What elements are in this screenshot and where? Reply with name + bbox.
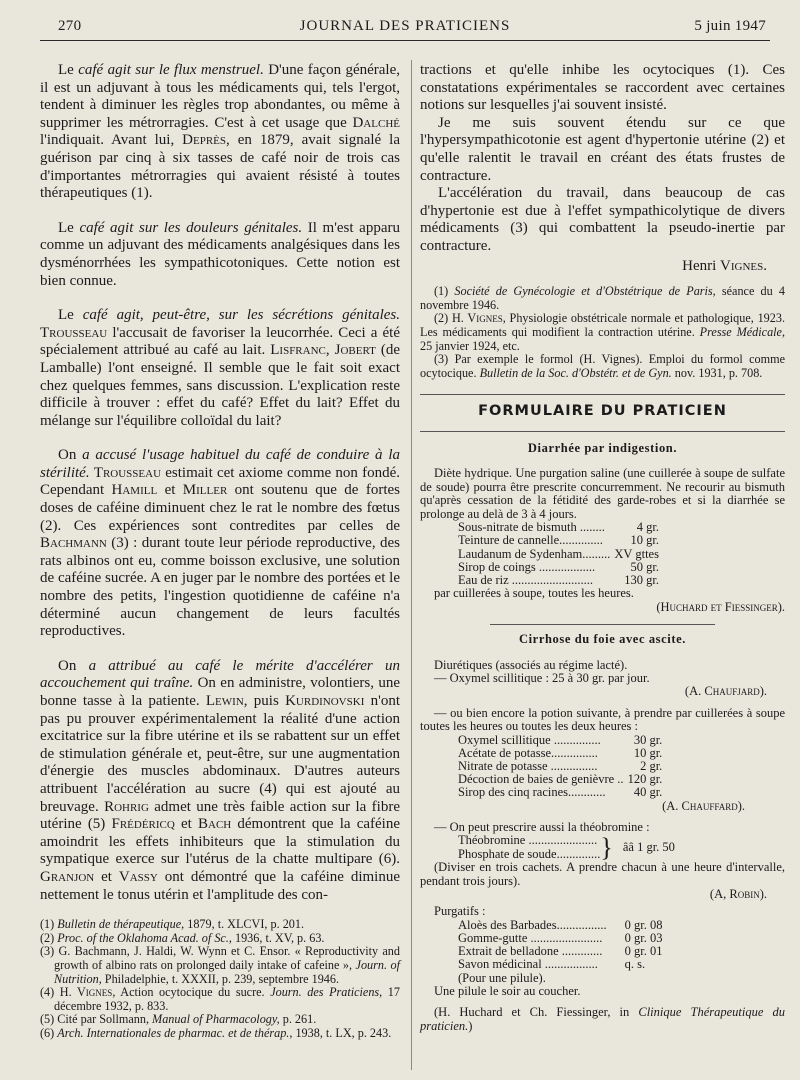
recipe-intro: Diète hydrique. Une purgation saline (une cuillerée à soupe de sulfate de soude) pourra être prescrite concurremment. Ne recourir au bismuth qu'après cessation de la fétidité des garde-robes et si la diarrhée se prolonge au delà de 3 à 4 jours. (420, 466, 785, 521)
recipe-text: — ou bien encore la potion suivante, à prendre par cuillerées à soupe toutes les heures ou toutes les deux heures : (420, 705, 785, 734)
brace-glyph: } (600, 832, 613, 862)
recipe-text: (Diviser en trois cachets. A prendre chacun à une heure d'intervalle, pendant trois jours). (420, 860, 785, 888)
ingredient-row: Sirop de coings .................. 50 gr. (458, 559, 659, 574)
ingredient-row: Extrait de belladone ............. 0 gr. 01 (458, 944, 663, 959)
ingredient-row: Gomme-gutte ....................... 0 gr. 03 (458, 931, 663, 946)
column-divider (411, 60, 412, 1070)
left-column (40, 62, 400, 1040)
recipe-source: (A, Robin). (709, 887, 767, 901)
formulaire-title: FORMULAIRE DU PRATICIEN (478, 403, 727, 420)
ingredient-row: Savon médicinal ................. q. s. (458, 957, 646, 972)
recipe-text: Purgatifs : (434, 904, 486, 919)
section-rule (420, 431, 785, 432)
footnote: (4) H. Vignes, Action ocytocique du sucre. Journ. des Praticiens, 17 décembre 1932, p. 833. (40, 985, 400, 1013)
ingredient-list (420, 919, 662, 972)
left-footnotes (40, 918, 400, 1040)
ingredient-row: Décoction de baies de genièvre .. 120 gr. (458, 772, 663, 787)
ingredient-row: Teinture de cannelle.............. 10 gr. (458, 533, 659, 548)
footnote: (6) Arch. Internationales de pharmac. et de thérap., 1938, t. LX, p. 243. (40, 1025, 392, 1040)
section-rule (420, 394, 785, 395)
recipe-text: — On peut prescrire aussi la théobromine : (434, 819, 650, 834)
ingredient-row: Oxymel scillitique ............... 30 gr. (458, 732, 663, 747)
recipe-diarrhee (420, 467, 785, 613)
paragraph-sterility: On a accusé l'usage habituel du café de conduire à la stérilité. Trousseau estimait cet axiome comme non fondé. Cependant Hamill et Miller ont soutenu que de fortes doses de caféine diminuent chez le rat le nombre des fœtus (2). Ces expériences sont contredites par celles de Bachmann (3) : durant toute leur période reproductive, des rats albinos ont eu, comme boisson exclusive, une solution de caféine sucrée. A en juger par le nombre des portées et le nombre des petits, l'ingestion quotidienne de caféine n'a déterminé aucun changement de leurs facultés reproductives. (40, 447, 400, 640)
right-footnotes (420, 285, 785, 380)
ingredient-quantity: ââ 1 gr. 50 (622, 840, 675, 855)
paragraph-menstrual: Le café agit sur le flux menstruel. D'une façon générale, il est un adjuvant à tous les médicaments qui, tels l'ergot, tendent à diminuer les règles trop abondantes, ou même à supprimer les métrorragies. C'est à cet usage que Dalché l'indiquait. Avant lui, Deprès, en 1879, avait signalé la guérison par cinq à six tasses de café noir de trois cas d'importantes métrorragies qui avaient résisté à toutes thérapeutiques (1). (40, 62, 401, 202)
ingredient-row: Sirop des cinq racines............ 40 gr. (458, 785, 663, 800)
recipe-title-cirrhose: Cirrhose du foie avec ascite. (518, 631, 686, 646)
ingredient-list (420, 521, 659, 587)
recipe-title-diarrhee: Diarrhée par indigestion. (527, 440, 678, 455)
section-rule (490, 624, 715, 625)
page-number: 270 (58, 18, 82, 34)
ingredient-row: Laudanum de Sydenham......... XV gttes (458, 546, 659, 561)
dosage-note: par cuillerées à soupe, toutes les heures. (434, 586, 634, 601)
ingredient-name: Phosphate de soude.............. (458, 846, 601, 861)
recipe-text: (Pour une pilule). (458, 970, 546, 985)
issue-date: 5 juin 1947 (694, 18, 766, 34)
recipe-source: (A. Chauffard). (662, 798, 745, 813)
ingredient-list (420, 734, 662, 800)
journal-title: JOURNAL DES PRATICIENS (299, 18, 511, 34)
theobromine-group (420, 834, 785, 861)
ingredient-row: Nitrate de potasse ............... 2 gr. (458, 758, 663, 773)
footnote: (3) G. Bachmann, J. Haldi, W. Wynn et C. Ensor. « Reproductivity and growth of albino rats on prolonged daily intake of cafeine », Journ. of Nutrition, Philadelphie, t. XXXII, p. 239, septembre 1946. (40, 944, 400, 986)
footnote: (5) Cité par Sollmann, Manual of Pharmacology, p. 261. (40, 1012, 317, 1027)
final-source: (H. Huchard et Ch. Fiessinger, in Clinique Thérapeutique du praticien.) (420, 1005, 785, 1033)
recipe-source: (A. Chaufjard). (684, 684, 767, 699)
paragraph-secretions: Le café agit, peut-être, sur les sécrétions génitales. Trousseau l'accusait de favoriser la leucorrhée. Ceci a été spécialement attribué au café au lait. Lisfranc, Jobert (de Lamballe) l'ont enseigné. Il semble que le fait soit exact chez quelques femmes, sans discussion. L'explication reste difficile à trouver : effet du café? Effet du lait? Effet du mélange sur l'équilibre colloïdal du lait? (40, 307, 401, 429)
ingredient-name: Théobromine ...................... (458, 833, 598, 848)
recipe-text: Diurétiques (associés au régime lacté). (434, 657, 628, 672)
recipe-text: — Oxymel scillitique : 25 à 30 gr. par jour. (434, 670, 650, 685)
footnote: (3) Par exemple le formol (H. Vignes). Emploi du formol comme ocytocique. Bulletin de la Soc. d'Obstétr. et de Gyn. nov. 1931, p. 708. (420, 352, 785, 380)
footnote: (1) Bulletin de thérapeutique, 1879, t. XLCVI, p. 201. (40, 917, 305, 932)
paragraph-childbirth: On a attribué au café le mérite d'accélérer un accouchement qui traîne. On en administre, volontiers, une bonne tasse à la patiente. Lewin, puis Kurdinovski n'ont pas pu prouver expérimentalement la réalité d'une action excitatrice sur la fibre utérine et ils se rabattent sur un effet de stimulation générale et, peut-être, sur une augmentation d'énergie des muscles abdominaux. D'autres auteurs attribuent l'accélération au sucre (4) qui est ajouté au breuvage. Rohrig admet une très faible action sur la fibre utérine (5) Frédéricq et Bach démontrent que la caféine amoindrit les effets inhibiteurs que la stimulation du sympatique exerce sur l'utérus de la chatte multipare (6). Granjon et Vassy ont démontré que la caféine diminue nettement le tonus utérin et l'amplitude des con- (40, 657, 401, 903)
ingredient-row: Aloès des Barbades................ 0 gr. 08 (458, 917, 663, 932)
right-column (420, 62, 785, 1033)
ingredient-row: Acétate de potasse............... 10 gr. (458, 745, 663, 760)
footnote: (2) H. Vignes, Physiologie obstétricale normale et pathologique, 1923. Les médicaments qui modifient la contraction utérine. Presse Médicale, 25 janvier 1924, etc. (420, 311, 785, 353)
recipe-source: (Huchard et Fiessinger). (656, 599, 785, 614)
footnote: (1) Société de Gynécologie et d'Obstétrique de Paris, séance du 4 novembre 1946. (420, 284, 785, 312)
footnote: (2) Proc. of the Oklahoma Acad. of Sc., 1936, t. XV, p. 63. (40, 930, 325, 945)
paragraph-genital-pain: Le café agit sur les douleurs génitales. Il m'est apparu comme un adjuvant des médicaments analgésiques dans les dysménorrhées les sympathicotoniques. Cette notion est bien connue. (40, 219, 400, 289)
paragraph-continuation: tractions et qu'elle inhibe les ocytociques (1). Ces constatations expérimentales se raccordent avec certaines notions sur lesquelles j'ai souvent insisté. (420, 62, 785, 114)
author-signature: Henri Vignes. (682, 257, 767, 274)
page-header (40, 18, 770, 41)
paragraph-acceleration: L'accélération du travail, dans beaucoup de cas d'hypertonie est due à l'effet sympathicolytique de divers médicaments (3) qui combattent la pseudo-inertie par contracture. (420, 185, 785, 254)
paragraph-hypersympathicotonia: Je me suis souvent étendu sur ce que l'hypersympathicotonie est agent d'hypertonie utérine (2) et qu'elle ralentit le travail en créant des états frustes de contracture. (420, 114, 785, 184)
ingredient-row: Sous-nitrate de bismuth ........ 4 gr. (458, 520, 659, 535)
recipe-cirrhose (420, 659, 785, 1034)
ingredient-row: Eau de riz .......................... 130 gr. (458, 572, 659, 587)
recipe-text: Une pilule le soir au coucher. (434, 984, 581, 999)
